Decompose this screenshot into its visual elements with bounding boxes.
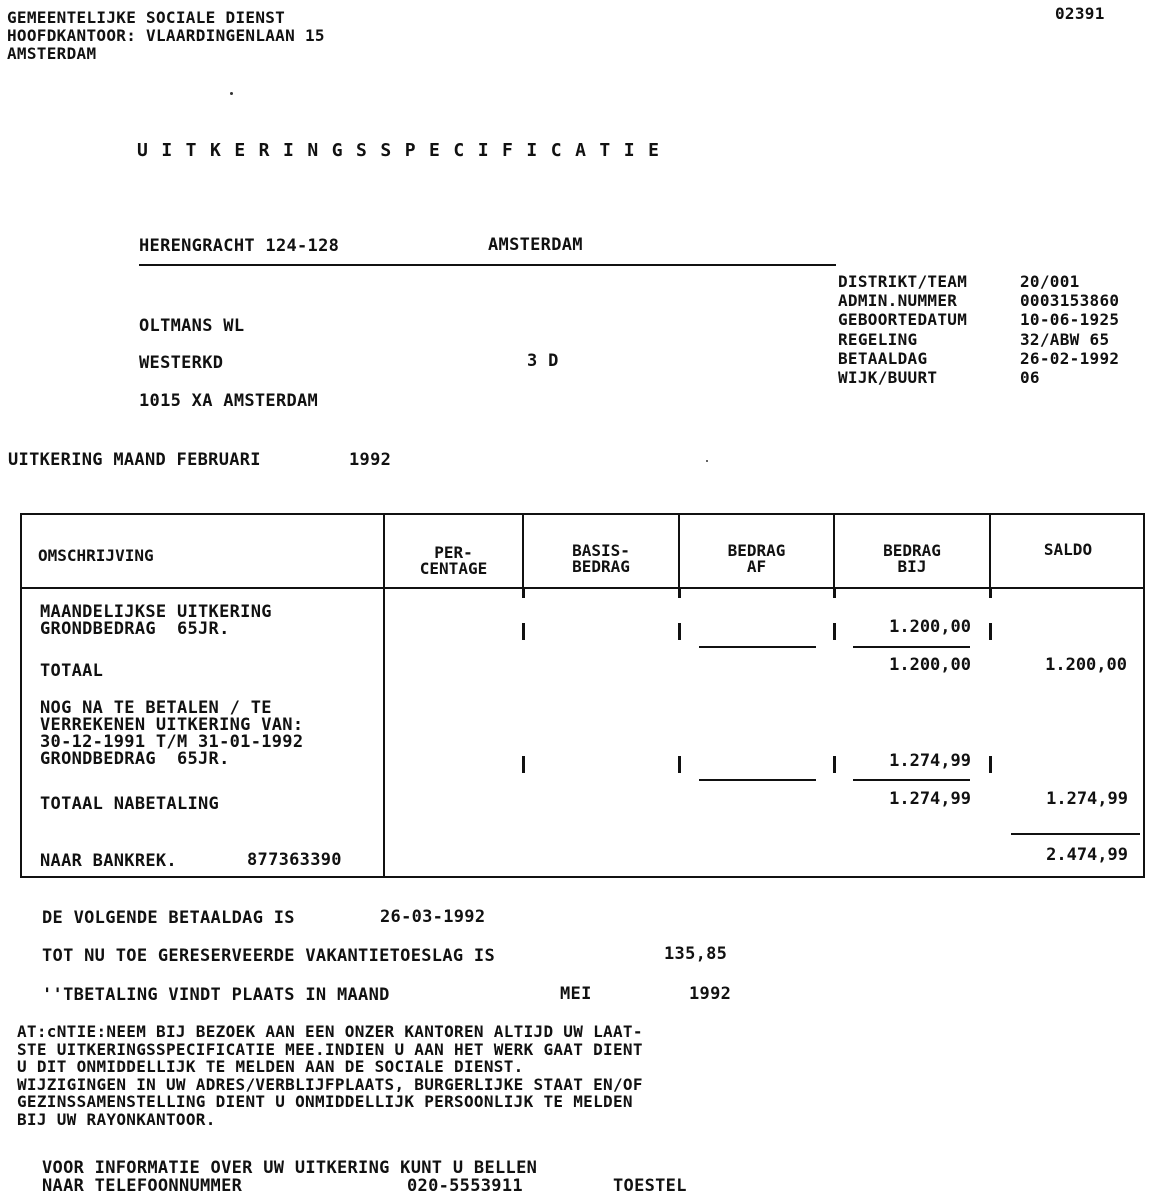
row-mark [833,623,836,640]
notice-text: AT:cNTIE:NEEM BIJ BEZOEK AAN EEN ONZER KANTOREN ALTIJD UW LAAT- STE UITKERINGSSPECIFICATIE MEE.INDIEN U AAN HET WERK GAAT DIENT U DIT ONMIDDELLIJK TE MELDEN AAN DE SOCIALE DIENST. WIJZIGINGEN IN UW ADRES/VERBLIJFPLAATS, BURGERLIJKE STAAT EN/OF GEZINSSAMENSTELLING DIENT U ONMIDDELLIJK PERSOONLIJK TE MELDEN BIJ UW RAYONKANTOOR. [17,1022,643,1129]
page-title: UITKERINGSSPECIFICATIE [137,140,673,161]
totaal-bedrag-bij: 1.200,00 [889,655,971,675]
speck [706,460,708,462]
meta-value: 20/001 [1020,272,1080,291]
meta-value: 10-06-1925 [1020,310,1120,330]
meta-label: REGELING [838,329,918,349]
document-number: 02391 [1055,4,1105,23]
meta-value: 0003153860 [1020,291,1120,311]
org-name: GEMEENTELIJKE SOCIALE DIENST [7,8,286,27]
totaal-label: TOTAAL [40,661,104,681]
address-rule [139,264,836,266]
column-mark [522,589,525,598]
bank-saldo: 2.474,99 [1046,845,1128,865]
vakantie-label: TOT NU TOE GERESERVEERDE VAKANTIETOESLAG IS [42,946,495,966]
row-bedrag-bij: 1.274,99 [889,751,971,771]
uitbetaling-year: 1992 [689,984,732,1004]
recipient-name: OLTMANS WL [139,316,245,336]
row-mark [833,756,836,773]
period-label: UITKERING MAAND FEBRUARI [8,450,261,470]
meta-label: BETAALDAG [838,348,928,368]
header-bedrag-af: BEDRAG AF [727,541,786,576]
column-mark [833,589,836,598]
header-saldo: SALDO [1043,540,1093,559]
nabetaling-saldo: 1.274,99 [1046,789,1128,809]
toestel-label: TOESTEL [613,1176,687,1196]
office-street: HERENGRACHT 124-128 [139,236,340,256]
row-mark [522,623,525,640]
phone-label: NAAR TELEFOONNUMMER [42,1176,243,1196]
meta-value: 26-02-1992 [1020,348,1120,368]
subtotal-rule [853,646,970,648]
org-address: HOOFDKANTOOR: VLAARDINGENLAAN 15 [7,26,325,45]
meta-value: 32/ABW 65 [1020,329,1110,349]
column-mark [678,589,681,598]
row-mark [989,756,992,773]
next-pay-date: 26-03-1992 [380,907,486,927]
column-mark [989,589,992,598]
bank-account: 877363390 [247,850,342,870]
total-rule [1011,833,1140,835]
meta-label: GEBOORTEDATUM [838,310,968,330]
meta-value: 06 [1020,368,1040,387]
meta-label: DISTRIKT/TEAM [838,272,968,291]
meta-label: WIJK/BUURT [838,368,938,387]
row-description: NOG NA TE BETALEN / TE VERREKENEN UITKERING VAN: 30-12-1991 T/M 31-01-1992 GRONDBEDRAG 65JR. [40,698,304,769]
org-city: AMSTERDAM [7,44,97,63]
nabetaling-label: TOTAAL NABETALING [40,794,220,814]
bank-label: NAAR BANKREK. [40,851,177,871]
header-rule [20,587,1145,589]
speck [230,92,233,95]
office-city: AMSTERDAM [488,235,583,255]
phone-number: 020-5553911 [407,1176,523,1196]
uitbetaling-month: MEI [560,984,592,1004]
vakantie-value: 135,85 [664,944,728,964]
header-basisbedrag: BASIS- BEDRAG [572,541,630,576]
totaal-saldo: 1.200,00 [1045,655,1127,675]
row-mark [678,623,681,640]
recipient-postal: 1015 XA AMSTERDAM [139,391,319,411]
row-bedrag-bij: 1.200,00 [889,617,971,637]
recipient-street: WESTERKD [139,353,224,373]
af-blank-line [699,779,816,781]
next-pay-label: DE VOLGENDE BETAALDAG IS [42,908,295,928]
header-bedrag-bij: BEDRAG BIJ [883,541,941,576]
row-mark [678,756,681,773]
info-line: VOOR INFORMATIE OVER UW UITKERING KUNT U BELLEN [42,1158,538,1178]
subtotal-rule [853,779,970,781]
row-mark [989,623,992,640]
meta-label: ADMIN.NUMMER [838,291,958,311]
uitbetaling-label: ''TBETALING VINDT PLAATS IN MAAND [42,985,390,1005]
recipient-house-number: 3 D [527,351,559,371]
header-omschrijving: OMSCHRIJVING [38,546,154,565]
row-mark [522,756,525,773]
af-blank-line [699,646,816,648]
header-percentage: PER- CENTAGE [419,543,488,578]
row-description: MAANDELIJKSE UITKERING GRONDBEDRAG 65JR. [40,602,272,639]
nabetaling-bedrag-bij: 1.274,99 [889,789,971,809]
period-year: 1992 [349,450,392,470]
